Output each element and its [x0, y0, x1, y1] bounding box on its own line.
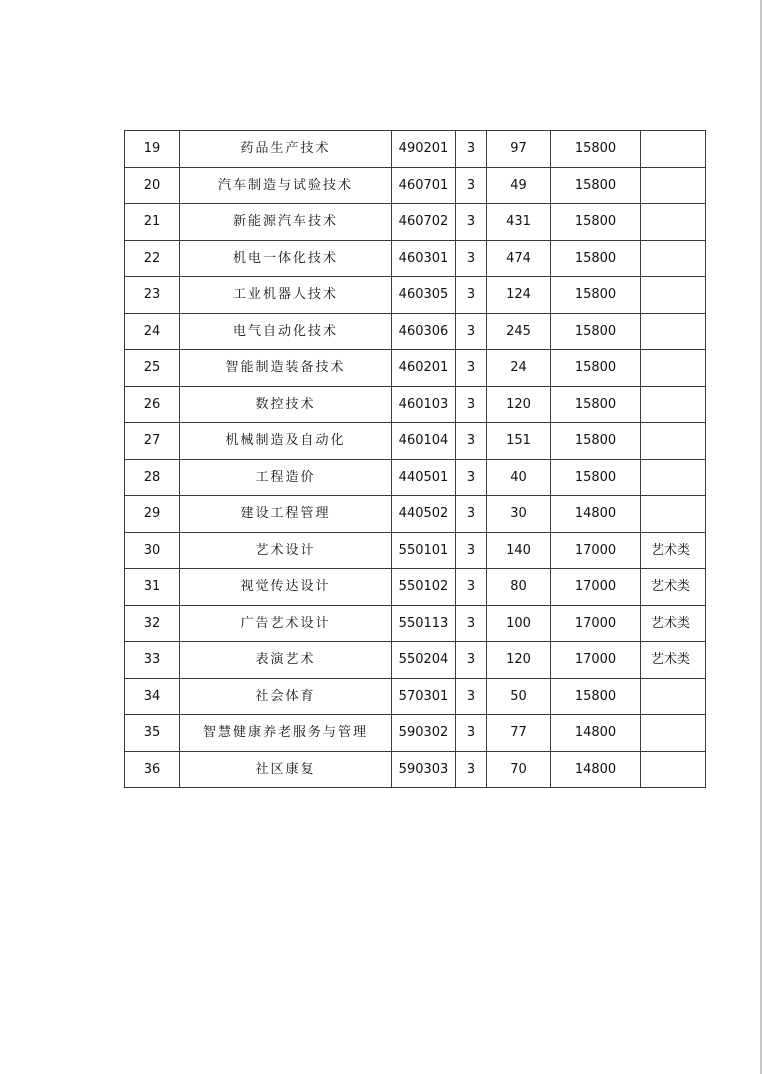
table-row — [125, 496, 706, 533]
duration-years-cell: 3 — [456, 313, 487, 350]
table-row — [125, 569, 706, 606]
table-row — [125, 751, 706, 788]
tuition-fee-cell: 17000 — [551, 569, 641, 606]
duration-years-cell: 3 — [456, 605, 487, 642]
remark-cell: 艺术类 — [641, 642, 706, 679]
major-name-cell: 汽车制造与试验技术 — [180, 167, 392, 204]
major-code-cell: 590302 — [392, 715, 456, 752]
duration-years-cell: 3 — [456, 386, 487, 423]
enrollment-plan-cell: 124 — [487, 277, 551, 314]
row-number-cell: 27 — [125, 423, 180, 460]
table-row — [125, 204, 706, 241]
remark-cell — [641, 423, 706, 460]
row-number-cell: 25 — [125, 350, 180, 387]
majors-table — [124, 130, 706, 788]
major-code-cell: 550204 — [392, 642, 456, 679]
tuition-fee-cell: 15800 — [551, 313, 641, 350]
duration-years-cell: 3 — [456, 350, 487, 387]
tuition-fee-cell: 17000 — [551, 642, 641, 679]
row-number-cell: 33 — [125, 642, 180, 679]
major-name-cell: 机械制造及自动化 — [180, 423, 392, 460]
remark-cell — [641, 678, 706, 715]
remark-cell — [641, 715, 706, 752]
row-number-cell: 23 — [125, 277, 180, 314]
row-number-cell: 35 — [125, 715, 180, 752]
enrollment-plan-cell: 140 — [487, 532, 551, 569]
major-name-cell: 视觉传达设计 — [180, 569, 392, 606]
enrollment-plan-cell: 80 — [487, 569, 551, 606]
remark-cell — [641, 350, 706, 387]
table-row — [125, 423, 706, 460]
major-code-cell: 590303 — [392, 751, 456, 788]
major-code-cell: 460702 — [392, 204, 456, 241]
tuition-fee-cell: 15800 — [551, 277, 641, 314]
table-row — [125, 715, 706, 752]
remark-cell — [641, 386, 706, 423]
duration-years-cell: 3 — [456, 459, 487, 496]
table-row — [125, 350, 706, 387]
major-code-cell: 440501 — [392, 459, 456, 496]
tuition-fee-cell: 15800 — [551, 131, 641, 168]
duration-years-cell: 3 — [456, 131, 487, 168]
enrollment-plan-cell: 151 — [487, 423, 551, 460]
remark-cell — [641, 459, 706, 496]
row-number-cell: 21 — [125, 204, 180, 241]
duration-years-cell: 3 — [456, 167, 487, 204]
remark-cell: 艺术类 — [641, 605, 706, 642]
major-name-cell: 电气自动化技术 — [180, 313, 392, 350]
major-code-cell: 550113 — [392, 605, 456, 642]
table-row — [125, 167, 706, 204]
enrollment-plan-cell: 97 — [487, 131, 551, 168]
table-row — [125, 131, 706, 168]
major-name-cell: 智慧健康养老服务与管理 — [180, 715, 392, 752]
remark-cell — [641, 204, 706, 241]
enrollment-plan-cell: 40 — [487, 459, 551, 496]
remark-cell: 艺术类 — [641, 569, 706, 606]
major-code-cell: 460104 — [392, 423, 456, 460]
major-name-cell: 机电一体化技术 — [180, 240, 392, 277]
duration-years-cell: 3 — [456, 715, 487, 752]
row-number-cell: 24 — [125, 313, 180, 350]
enrollment-plan-cell: 120 — [487, 642, 551, 679]
row-number-cell: 32 — [125, 605, 180, 642]
major-code-cell: 550102 — [392, 569, 456, 606]
enrollment-plan-cell: 70 — [487, 751, 551, 788]
majors-table-body — [125, 131, 706, 788]
enrollment-plan-cell: 474 — [487, 240, 551, 277]
remark-cell — [641, 496, 706, 533]
major-name-cell: 社区康复 — [180, 751, 392, 788]
major-name-cell: 社会体育 — [180, 678, 392, 715]
table-row — [125, 386, 706, 423]
major-code-cell: 440502 — [392, 496, 456, 533]
enrollment-plan-cell: 77 — [487, 715, 551, 752]
remark-cell — [641, 240, 706, 277]
tuition-fee-cell: 15800 — [551, 386, 641, 423]
duration-years-cell: 3 — [456, 678, 487, 715]
tuition-fee-cell: 15800 — [551, 240, 641, 277]
row-number-cell: 22 — [125, 240, 180, 277]
remark-cell — [641, 277, 706, 314]
major-code-cell: 570301 — [392, 678, 456, 715]
tuition-fee-cell: 14800 — [551, 496, 641, 533]
enrollment-plan-cell: 50 — [487, 678, 551, 715]
duration-years-cell: 3 — [456, 569, 487, 606]
major-name-cell: 艺术设计 — [180, 532, 392, 569]
table-row — [125, 313, 706, 350]
duration-years-cell: 3 — [456, 496, 487, 533]
tuition-fee-cell: 15800 — [551, 678, 641, 715]
enrollment-plan-cell: 431 — [487, 204, 551, 241]
major-code-cell: 460305 — [392, 277, 456, 314]
table-row — [125, 532, 706, 569]
major-code-cell: 460301 — [392, 240, 456, 277]
row-number-cell: 28 — [125, 459, 180, 496]
major-code-cell: 460701 — [392, 167, 456, 204]
major-name-cell: 表演艺术 — [180, 642, 392, 679]
remark-cell — [641, 751, 706, 788]
remark-cell: 艺术类 — [641, 532, 706, 569]
tuition-fee-cell: 14800 — [551, 751, 641, 788]
duration-years-cell: 3 — [456, 240, 487, 277]
table-row — [125, 678, 706, 715]
major-name-cell: 智能制造装备技术 — [180, 350, 392, 387]
major-name-cell: 工业机器人技术 — [180, 277, 392, 314]
enrollment-plan-cell: 30 — [487, 496, 551, 533]
row-number-cell: 19 — [125, 131, 180, 168]
major-code-cell: 460103 — [392, 386, 456, 423]
row-number-cell: 26 — [125, 386, 180, 423]
remark-cell — [641, 131, 706, 168]
remark-cell — [641, 313, 706, 350]
enrollment-plan-cell: 245 — [487, 313, 551, 350]
duration-years-cell: 3 — [456, 751, 487, 788]
tuition-fee-cell: 17000 — [551, 605, 641, 642]
tuition-fee-cell: 15800 — [551, 350, 641, 387]
row-number-cell: 34 — [125, 678, 180, 715]
tuition-fee-cell: 17000 — [551, 532, 641, 569]
row-number-cell: 36 — [125, 751, 180, 788]
major-name-cell: 药品生产技术 — [180, 131, 392, 168]
duration-years-cell: 3 — [456, 532, 487, 569]
major-name-cell: 建设工程管理 — [180, 496, 392, 533]
row-number-cell: 29 — [125, 496, 180, 533]
major-code-cell: 550101 — [392, 532, 456, 569]
enrollment-plan-cell: 120 — [487, 386, 551, 423]
enrollment-plan-cell: 100 — [487, 605, 551, 642]
major-code-cell: 460201 — [392, 350, 456, 387]
major-name-cell: 广告艺术设计 — [180, 605, 392, 642]
duration-years-cell: 3 — [456, 642, 487, 679]
tuition-fee-cell: 15800 — [551, 167, 641, 204]
duration-years-cell: 3 — [456, 204, 487, 241]
enrollment-plan-cell: 49 — [487, 167, 551, 204]
tuition-fee-cell: 15800 — [551, 423, 641, 460]
tuition-fee-cell: 14800 — [551, 715, 641, 752]
row-number-cell: 20 — [125, 167, 180, 204]
table-row — [125, 642, 706, 679]
table-row — [125, 277, 706, 314]
tuition-fee-cell: 15800 — [551, 204, 641, 241]
table-row — [125, 459, 706, 496]
row-number-cell: 31 — [125, 569, 180, 606]
major-name-cell: 数控技术 — [180, 386, 392, 423]
tuition-fee-cell: 15800 — [551, 459, 641, 496]
table-row — [125, 605, 706, 642]
major-code-cell: 490201 — [392, 131, 456, 168]
row-number-cell: 30 — [125, 532, 180, 569]
table-row — [125, 240, 706, 277]
remark-cell — [641, 167, 706, 204]
major-name-cell: 工程造价 — [180, 459, 392, 496]
duration-years-cell: 3 — [456, 277, 487, 314]
major-code-cell: 460306 — [392, 313, 456, 350]
enrollment-plan-cell: 24 — [487, 350, 551, 387]
major-name-cell: 新能源汽车技术 — [180, 204, 392, 241]
duration-years-cell: 3 — [456, 423, 487, 460]
